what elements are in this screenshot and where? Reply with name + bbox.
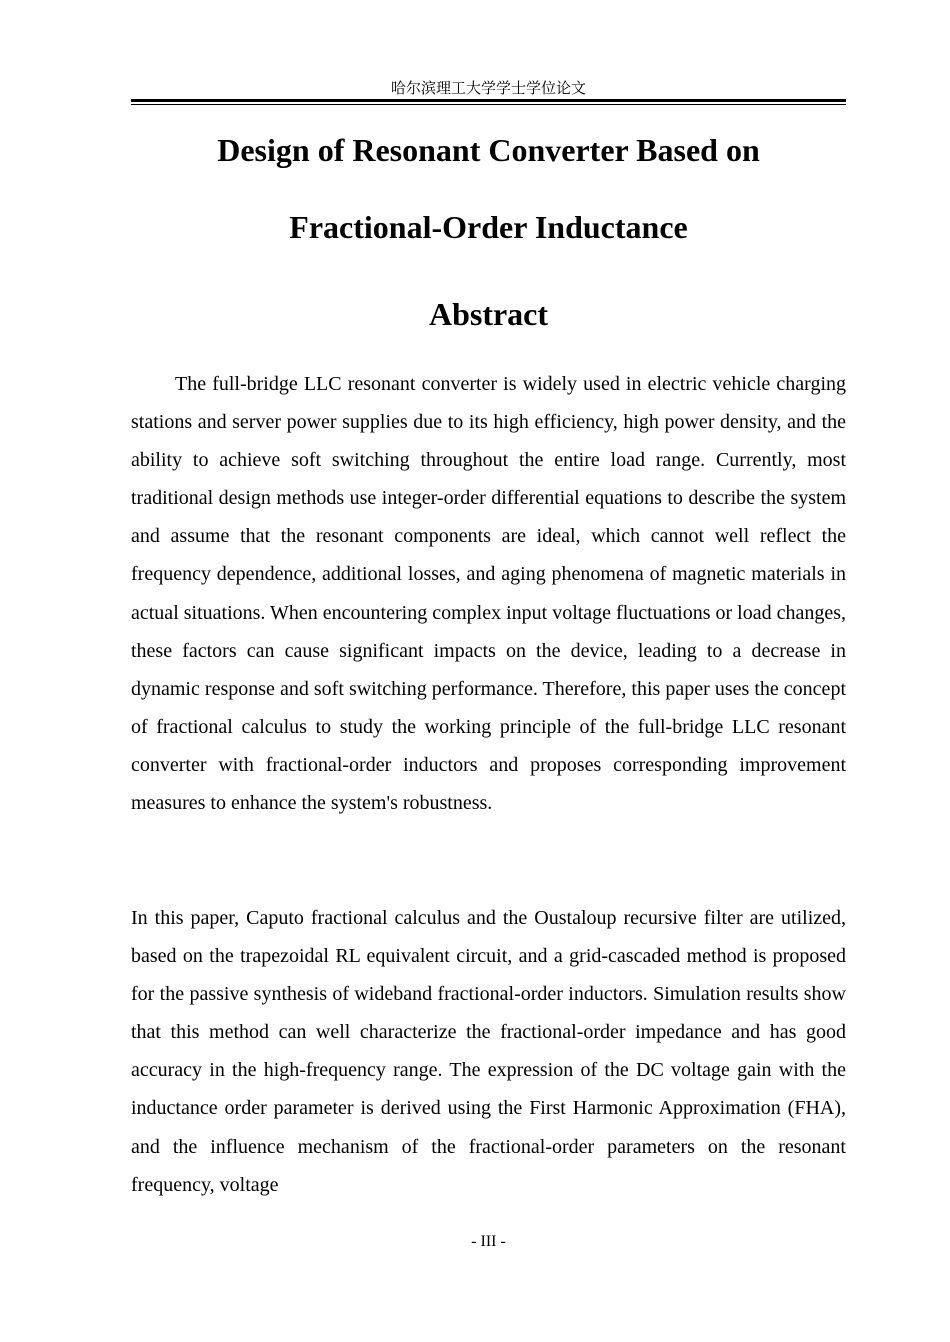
header-rule-thin [131, 104, 846, 105]
thesis-title-line-1: Design of Resonant Converter Based on [217, 132, 760, 168]
abstract-heading: Abstract [428, 296, 549, 332]
header-rule-thick [131, 99, 846, 102]
abstract-paragraph-1: The full-bridge LLC resonant converter is widely used in electric vehicle charging stations and server power supplies due to its high efficiency, high power density, and the ability to achieve soft switching throughout the entire load range. Currently, most traditional design methods use integer-order differential equations to describe the system and assume that the resonant components are ideal, which cannot well reflect the frequency dependence, additional losses, and aging phenomena of magnetic materials in actual situations. When encountering complex input voltage fluctuations or load changes, these factors can cause significant impacts on the device, leading to a decrease in dynamic response and soft switching performance. Therefore, this paper uses the concept of fractional calculus to study the working principle of the full-bridge LLC resonant converter with fractional-order inductors and proposes corresponding improvement measures to enhance the system's robustness. [131, 373, 846, 815]
thesis-title-line-2: Fractional-Order Inductance [289, 209, 688, 245]
running-header: 哈尔滨理工大学学士学位论文 [390, 79, 586, 97]
abstract-paragraph-2: In this paper, Caputo fractional calculus and the Oustaloup recursive filter are utilized, based on the trapezoidal RL equivalent circuit, and a grid-cascaded method is proposed for the passive synthesis of wideband fractional-order inductors. Simulation results show that this method can well characterize the fractional-order impedance and has good accuracy in the high-frequency range. The expression of the DC voltage gain with the inductance order parameter is derived using the First Harmonic Approximation (FHA), and the influence mechanism of the fractional-order parameters on the resonant frequency, voltage [131, 907, 846, 1196]
page-number: - III - [471, 1233, 506, 1250]
